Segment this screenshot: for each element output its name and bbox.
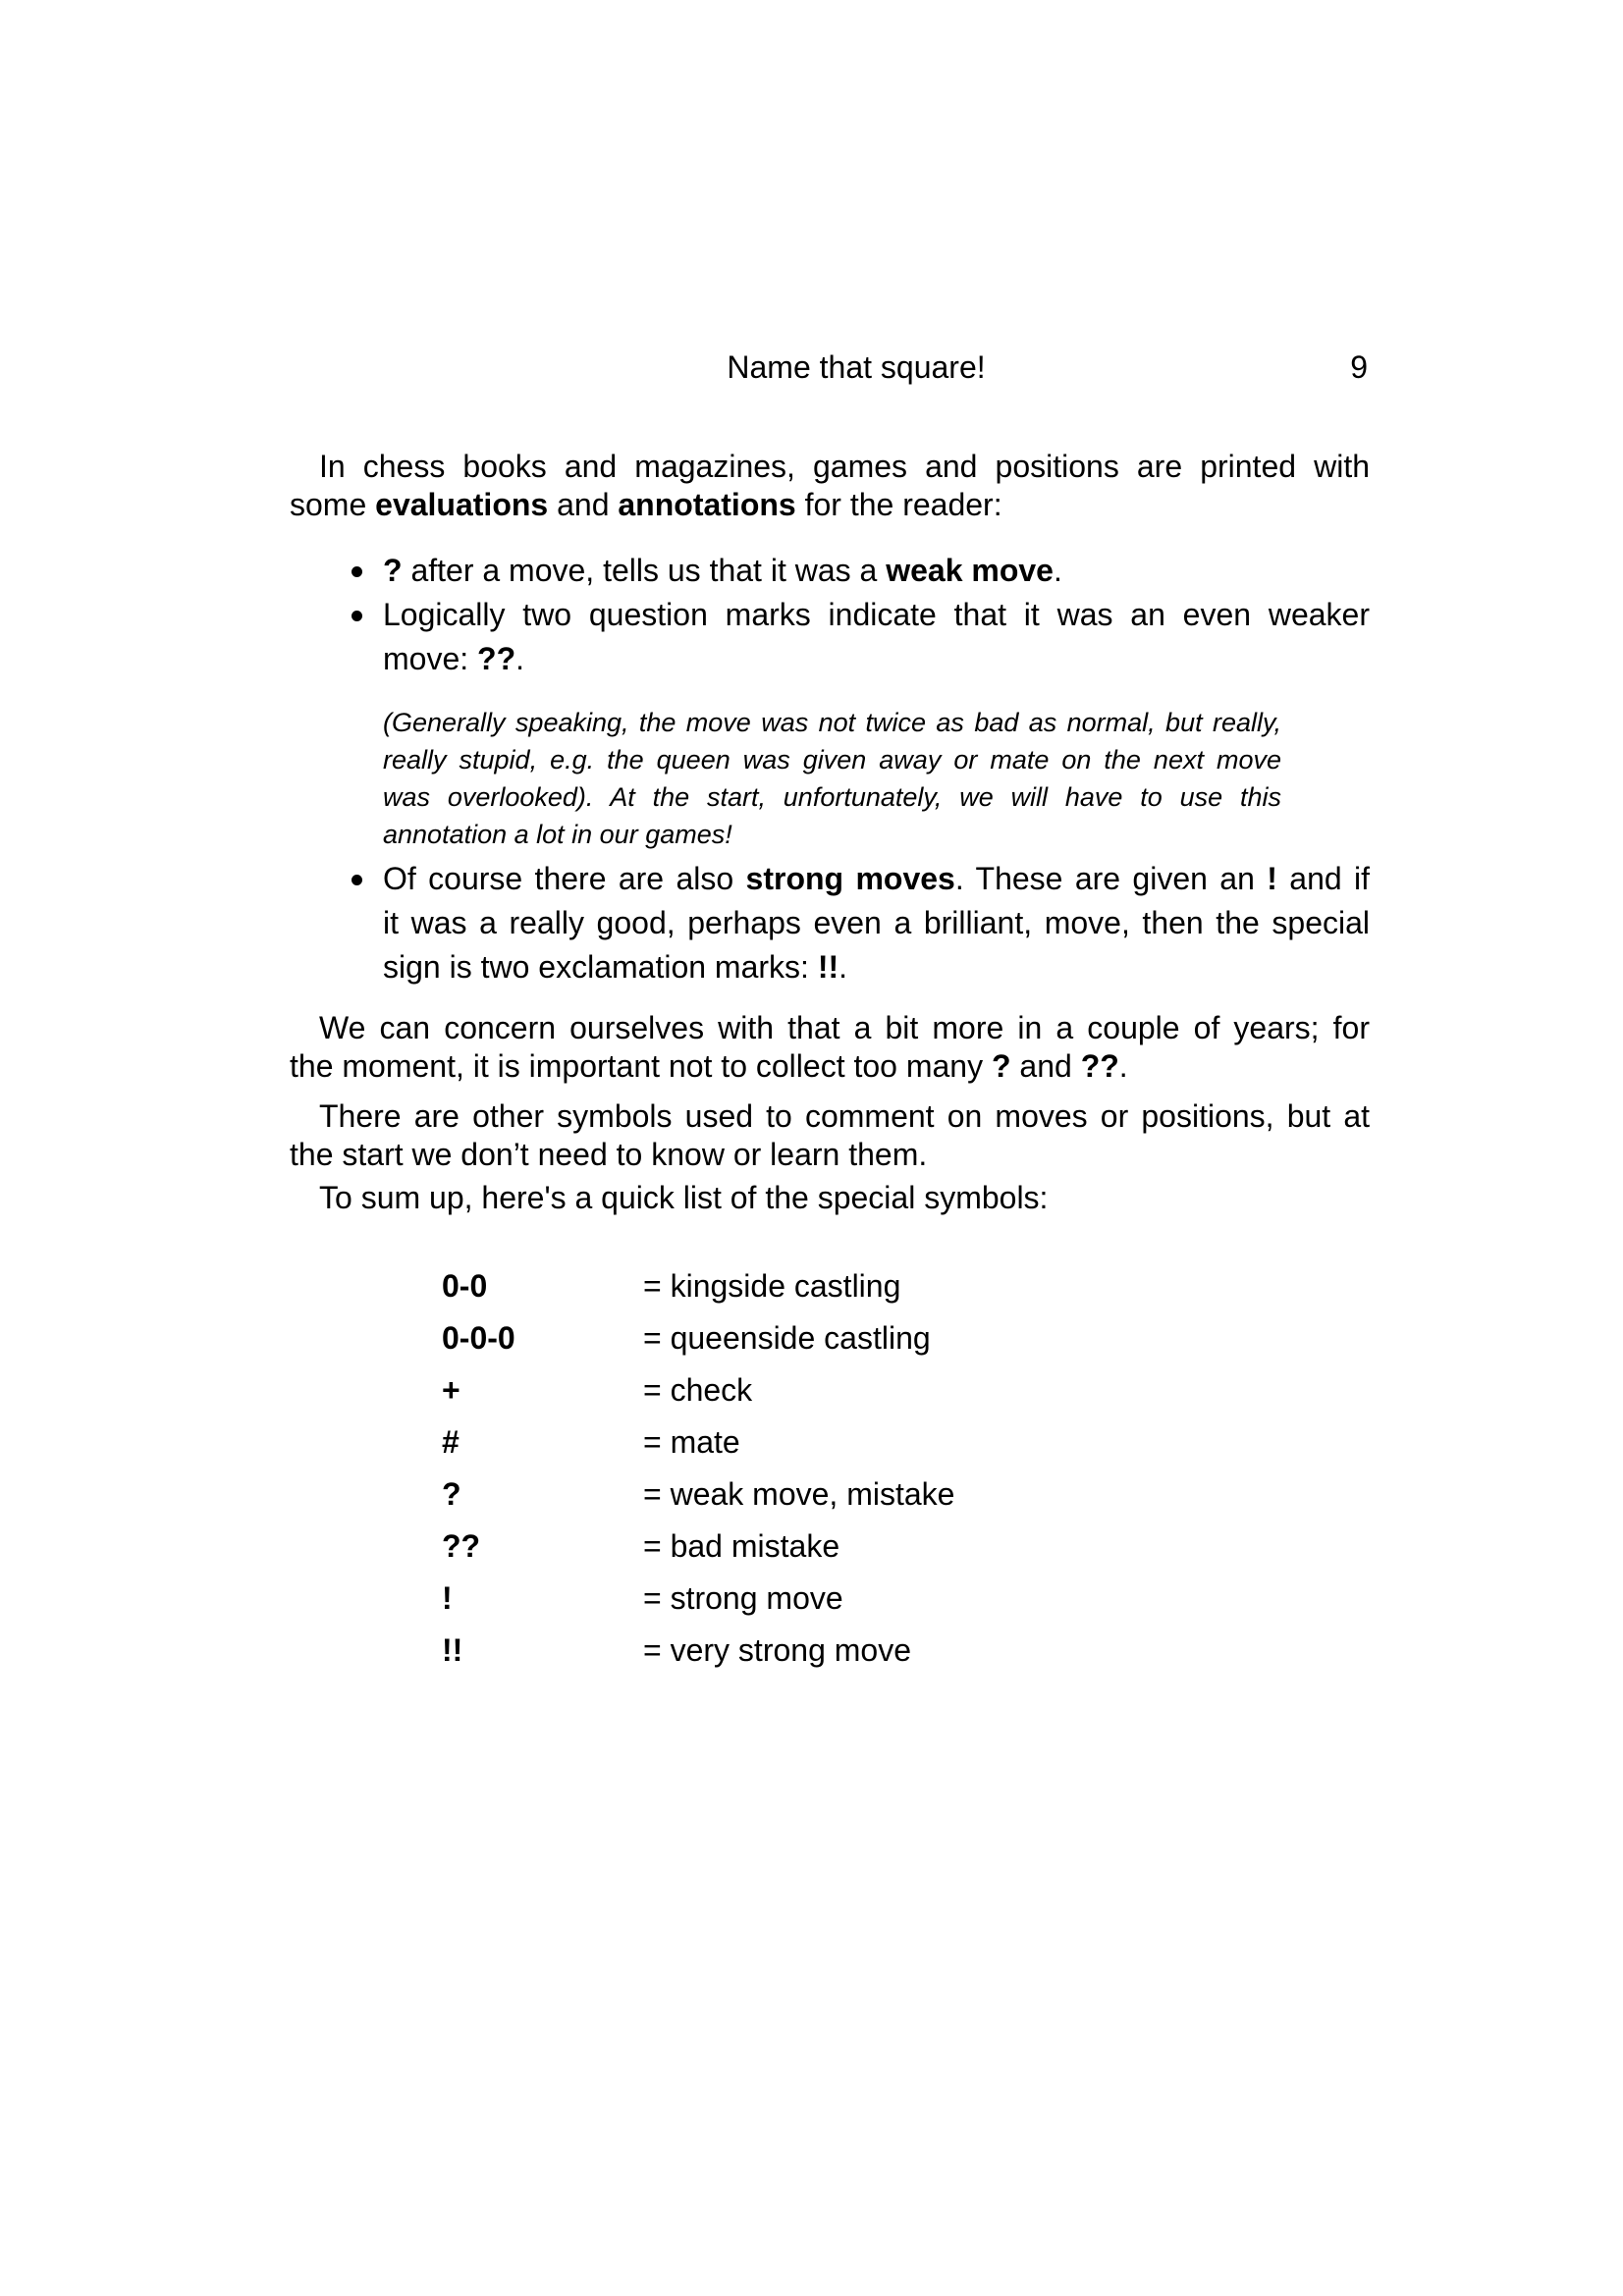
text-segment: ?? bbox=[477, 641, 516, 676]
symbol-row bbox=[290, 1422, 1370, 1474]
text-segment: In chess books and magazines, games and positions are printed with bbox=[319, 449, 1370, 484]
text-line bbox=[383, 901, 1370, 945]
paragraph-concern bbox=[290, 1009, 1370, 1086]
text-segment: ? bbox=[383, 553, 403, 588]
text-segment: after a move, tells us that it was a bbox=[402, 553, 887, 588]
symbol-label: ! bbox=[442, 1580, 453, 1616]
symbol-row bbox=[290, 1318, 1370, 1370]
text-segment: was overlooked). At the start, unfortunately, we will have to use this bbox=[383, 782, 1281, 812]
running-head bbox=[290, 347, 1370, 388]
page-content bbox=[290, 0, 1370, 1682]
text-line bbox=[383, 704, 1281, 741]
bullet-item-weak-move bbox=[290, 549, 1370, 593]
text-line bbox=[290, 1179, 1370, 1217]
symbol-legend bbox=[290, 1266, 1370, 1682]
page-number: 9 bbox=[1350, 349, 1368, 385]
text-segment: annotations bbox=[618, 487, 796, 522]
bullet-icon bbox=[352, 611, 362, 621]
text-segment: and bbox=[548, 487, 619, 522]
text-segment: and bbox=[1010, 1048, 1081, 1084]
symbol-meaning: = strong move bbox=[643, 1580, 843, 1616]
text-segment: We can concern ourselves with that a bit more in a couple of years; for bbox=[319, 1010, 1370, 1045]
text-segment: really stupid, e.g. the queen was given away or mate on the next move bbox=[383, 745, 1281, 774]
bullet-icon bbox=[352, 875, 362, 885]
text-segment: . bbox=[1053, 553, 1062, 588]
text-segment: !! bbox=[817, 949, 839, 985]
text-line bbox=[290, 1047, 1370, 1086]
italic-note bbox=[383, 704, 1281, 853]
symbol-label: ?? bbox=[442, 1528, 481, 1564]
symbol-row bbox=[290, 1474, 1370, 1526]
text-segment: weak move bbox=[886, 553, 1054, 588]
text-segment: annotation a lot in our games! bbox=[383, 820, 732, 849]
text-segment: . These are given an bbox=[954, 861, 1268, 896]
bullet-icon bbox=[352, 566, 362, 577]
text-segment: the start we don’t need to know or learn them. bbox=[290, 1137, 928, 1172]
symbol-meaning: = bad mistake bbox=[643, 1528, 840, 1564]
symbol-label: # bbox=[442, 1424, 460, 1460]
symbol-label: 0-0-0 bbox=[442, 1320, 515, 1356]
text-segment: it was a really good, perhaps even a brilliant, move, then the special bbox=[383, 905, 1370, 940]
symbol-row bbox=[290, 1370, 1370, 1422]
bullet-text bbox=[383, 593, 1370, 681]
text-segment: (Generally speaking, the move was not twice as bad as normal, but really, bbox=[383, 708, 1281, 737]
text-segment: some bbox=[290, 487, 376, 522]
text-segment: move: bbox=[383, 641, 478, 676]
symbol-meaning: = very strong move bbox=[643, 1632, 911, 1668]
text-line bbox=[290, 448, 1370, 486]
text-segment: ?? bbox=[1080, 1048, 1119, 1084]
symbol-meaning: = weak move, mistake bbox=[643, 1476, 955, 1512]
text-line bbox=[383, 549, 1370, 593]
text-line bbox=[383, 778, 1281, 816]
text-segment: There are other symbols used to comment on moves or positions, but at bbox=[319, 1098, 1370, 1134]
text-segment: ? bbox=[991, 1048, 1011, 1084]
text-segment: . bbox=[1118, 1048, 1128, 1084]
text-line bbox=[383, 857, 1370, 901]
text-segment: Of course there are also bbox=[383, 861, 746, 896]
symbol-label: !! bbox=[442, 1632, 463, 1668]
paragraph-intro bbox=[290, 448, 1370, 524]
paragraph-sum-up bbox=[290, 1179, 1370, 1217]
text-line bbox=[383, 816, 1281, 853]
text-line bbox=[290, 1009, 1370, 1047]
text-segment: for the reader: bbox=[795, 487, 1002, 522]
text-segment: evaluations bbox=[375, 487, 549, 522]
text-line bbox=[383, 741, 1281, 778]
text-segment: the moment, it is important not to collect too many bbox=[290, 1048, 992, 1084]
text-segment: strong moves bbox=[745, 861, 955, 896]
text-segment: . bbox=[839, 949, 848, 985]
bullet-text bbox=[383, 857, 1370, 989]
page-title: Name that square! bbox=[727, 349, 986, 385]
text-line bbox=[290, 1097, 1370, 1136]
text-line bbox=[383, 593, 1370, 637]
symbol-row bbox=[290, 1266, 1370, 1318]
text-line bbox=[290, 1136, 1370, 1174]
text-segment: . bbox=[515, 641, 525, 676]
text-line bbox=[383, 637, 1370, 681]
symbol-meaning: = queenside castling bbox=[643, 1320, 931, 1356]
symbol-meaning: = check bbox=[643, 1372, 753, 1408]
text-line bbox=[383, 945, 1370, 989]
symbol-row bbox=[290, 1630, 1370, 1682]
symbol-label: + bbox=[442, 1372, 460, 1408]
text-segment: Logically two question marks indicate that it was an even weaker bbox=[383, 597, 1370, 632]
text-segment: and if bbox=[1276, 861, 1371, 896]
text-segment: ! bbox=[1267, 861, 1277, 896]
symbol-label: ? bbox=[442, 1476, 461, 1512]
text-segment: To sum up, here's a quick list of the special symbols: bbox=[319, 1180, 1049, 1215]
symbol-meaning: = kingside castling bbox=[643, 1268, 901, 1304]
bullet-item-strong-move bbox=[290, 857, 1370, 989]
symbol-row bbox=[290, 1578, 1370, 1630]
text-segment: sign is two exclamation marks: bbox=[383, 949, 818, 985]
paragraph-other-symbols bbox=[290, 1097, 1370, 1174]
symbol-row bbox=[290, 1526, 1370, 1578]
bullet-item-weaker-move bbox=[290, 593, 1370, 681]
text-line bbox=[290, 486, 1370, 524]
symbol-meaning: = mate bbox=[643, 1424, 740, 1460]
bullet-text bbox=[383, 549, 1370, 593]
symbol-label: 0-0 bbox=[442, 1268, 488, 1304]
